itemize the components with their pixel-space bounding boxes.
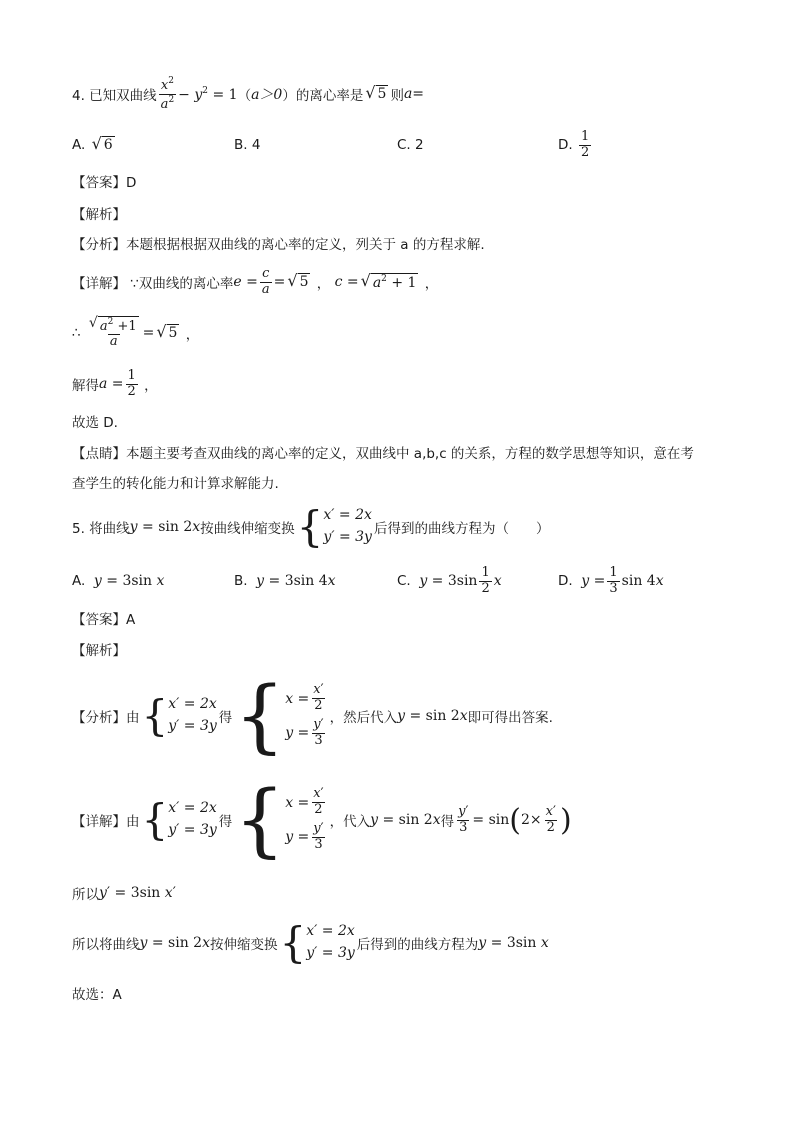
q4-option-b: B. 4 [234,137,261,153]
q5-stem: 5. 将曲线 y = sin 2x 按曲线伸缩变换 { x′ = 2x y′ = 3y 后得到的曲线方程为（ ） [72,502,550,551]
q5-suoyi: 所以 y′ = 3sin x′ [72,885,176,903]
q4-dianjing-2: 查学生的转化能力和计算求解能力. [72,476,279,492]
q4-option-c: C. 2 [397,137,424,153]
q5-fenxi: 【分析】由 { x′ = 2x y′ = 3y 得 { x = $\frac{x'}{2}$ y = $\frac{y'}{3}$ ，然后代入 y = sin 2x 即可得出答案. [72,669,553,762]
q5-option-a: A. y = 3sin x [72,573,165,589]
q4-dianjing-1: 【点睛】本题主要考查双曲线的离心率的定义，双曲线中 a,b,c 的关系，方程的数学思想等知识，意在考 [72,446,694,462]
q5-jiexi: 【解析】 [72,643,126,659]
q4-therefore: ∴ √ $a^2 +1$ a = √ 5 ， [72,314,200,350]
q4-fenxi: 【分析】本题根据根据双曲线的离心率的定义，列关于 a 的方程求解. [72,237,485,253]
q5-choose: 故选：A [72,987,122,1003]
q4-xiangjie: 【详解】 ∵双曲线的离心率 e = $\frac{c}{a}$ = √ 5 ， c = √ $a^2 + 1$ ， [72,265,439,297]
q5-answer: 【答案】A [72,612,136,628]
q4-choose: 故选 D. [72,415,118,431]
hyperbola-eq: − $y^2 = 1$ [178,85,238,103]
q4-stem: 4. 已知双曲线 $\frac{x^2}{a^2}$ − $y^2 = 1$ （ a＞0 ）的离心率是 √ 5 则 a= [72,75,425,112]
q4-answer: 【答案】D [72,175,137,191]
q4-option-a: A. √ 6 [72,134,113,154]
q5-conclusion: 所以将曲线 y = sin 2x 按伸缩变换 { x′ = 2x y′ = 3y 后得到的曲线方程为 y = 3sin x [72,918,549,967]
scale-transform-system: { x′ = 2x y′ = 3y [296,502,372,551]
sqrt5: √ 5 [365,83,387,103]
q4-jiexi: 【解析】 [72,207,126,223]
q5-option-c: C. y = 3sin $\frac{1}{2}$ x [397,564,502,596]
q5-xiangjie: 【详解】由 { x′ = 2x y′ = 3y 得 { x = $\frac{x'}{2}$ y = $\frac{y'}{3}$ ，代入 y = sin 2x 得 $\frac{y'}{3}$ = sin ( 2× $\frac{x'}{2}$ ) [72,773,572,866]
q5-option-b: B. y = 3sin 4x [234,573,336,589]
q4-solve: 解得 a = $\frac{1}{2}$ ， [72,367,158,399]
hyperbola-frac: $\frac{x^2}{a^2}$ [160,75,175,112]
q5-option-d: D. y = $\frac{1}{3}$ sin 4x [558,564,664,596]
q4-option-d: D. $\frac{1}{2}$ [558,128,590,160]
